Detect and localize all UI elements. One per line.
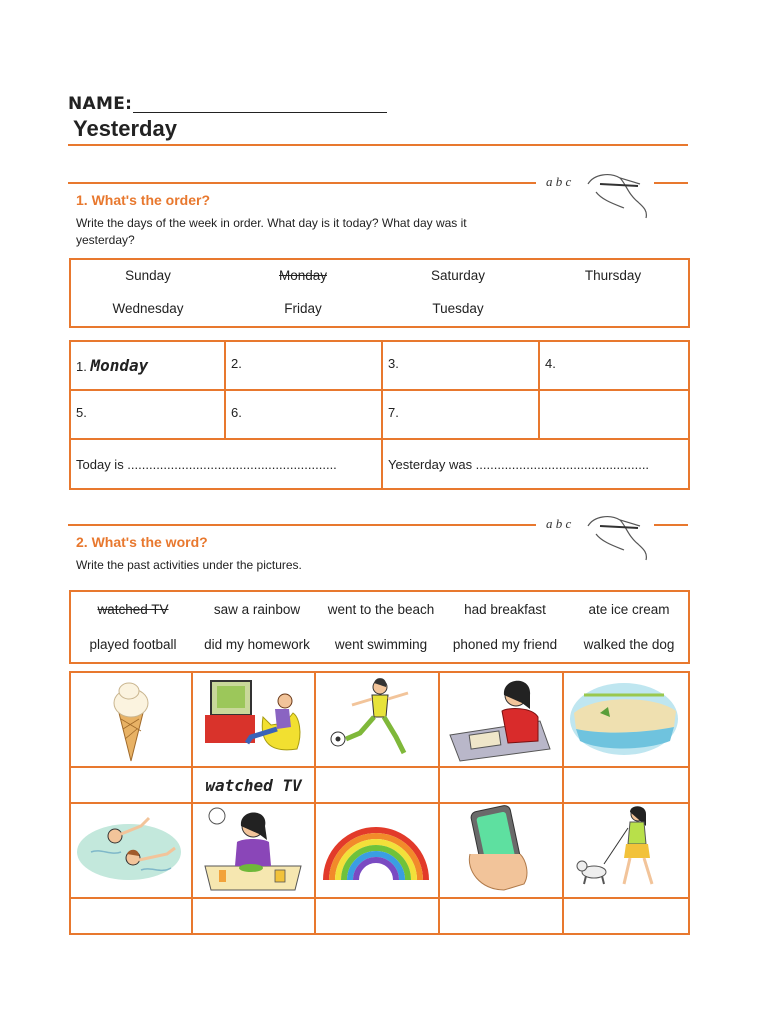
answer-cell[interactable] [315,898,439,934]
slot-2[interactable]: 2. [225,341,382,390]
page-title: Yesterday [73,116,177,141]
slot-5[interactable]: 5. [70,390,225,439]
section1-abc: a b c [546,174,572,189]
picture-cell [315,803,439,898]
days-word-bank [69,258,690,328]
picture-cell [192,672,315,767]
word-went-beach: went to the beach [327,602,435,617]
watching-tv-icon [193,673,313,763]
picture-cell [439,803,563,898]
picture-cell [315,672,439,767]
writing-hand-icon [580,170,652,222]
answer-cell[interactable] [70,898,192,934]
title-rule [68,144,688,146]
days-order-grid [69,340,690,490]
answer-cell[interactable] [439,767,563,803]
today-is-field[interactable]: Today is .......................................................... [70,439,382,489]
slot-6[interactable]: 6. [225,390,382,439]
answer-cell[interactable] [563,898,689,934]
answer-cell[interactable] [70,767,192,803]
section2-title: 2. What's the word? [76,534,208,550]
beach-icon [564,673,684,763]
picture-cell [563,803,689,898]
slot-1[interactable]: 1. Monday [70,341,225,390]
answer-cell[interactable] [192,898,315,934]
picture-cell [439,672,563,767]
word-ate-ice-cream: ate ice cream [588,602,670,617]
name-underline[interactable] [133,112,387,113]
ice-cream-icon [71,673,191,763]
slot-7[interactable]: 7. [382,390,539,439]
word-walked-dog: walked the dog [583,637,675,652]
section2-rule-left [68,524,536,526]
section2-abc: a b c [546,516,572,531]
section1-instruction: Write the days of the week in order. What day is it today? What day was it yesterday? [76,216,467,247]
rainbow-icon [316,804,436,894]
section2-rule-right [654,524,688,526]
word-tuesday: Tuesday [432,301,484,316]
word-went-swimming: went swimming [334,637,428,652]
homework-girl-icon [440,673,560,763]
football-player-icon [316,673,436,763]
answer-cell[interactable] [439,898,563,934]
name-label: NAME: [68,94,133,114]
word-saw-rainbow: saw a rainbow [213,602,301,617]
picture-cell [563,672,689,767]
yesterday-was-field[interactable]: Yesterday was ................................................ [382,439,689,489]
phone-icon [440,804,560,894]
slot1-answer: Monday [90,356,149,375]
word-watched-tv: watched TV [97,602,169,617]
picture-cell [192,803,315,898]
word-thursday: Thursday [584,268,642,283]
word-played-football: played football [89,637,177,652]
answer-cell[interactable] [192,767,315,803]
picture-cell [70,803,192,898]
answer-cell[interactable] [563,767,689,803]
activities-word-bank [69,590,690,664]
word-sunday: Sunday [125,268,171,283]
example-answer: watched TV [205,775,302,795]
swimming-icon [71,804,191,894]
word-monday: Monday [278,268,328,283]
walking-dog-icon [564,804,684,894]
word-saturday: Saturday [430,268,486,283]
word-friday: Friday [284,301,322,316]
writing-hand-icon [580,512,652,564]
breakfast-icon [193,804,313,894]
word-had-breakfast: had breakfast [464,602,546,617]
section1-rule-right [654,182,688,184]
answer-cell[interactable] [315,767,439,803]
section1-title: 1. What's the order? [76,192,211,208]
slot-4[interactable]: 4. [539,341,689,390]
section2-instruction: Write the past activities under the pictures. [76,558,302,572]
word-phoned-friend: phoned my friend [452,637,558,652]
section1-rule-left [68,182,536,184]
picture-cell [70,672,192,767]
pictures-grid [69,671,690,935]
word-did-homework: did my homework [204,637,310,652]
slot-empty [539,390,689,439]
slot-3[interactable]: 3. [382,341,539,390]
word-wednesday: Wednesday [112,301,184,316]
